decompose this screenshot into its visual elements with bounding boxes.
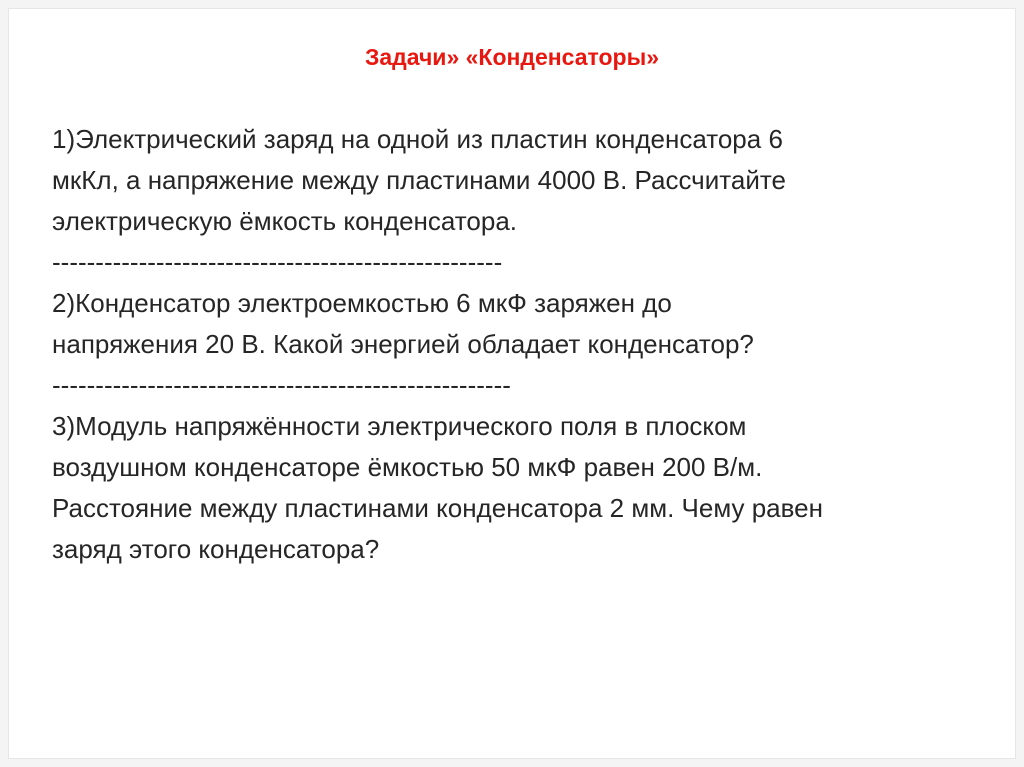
separator-1: ---------------------------------------------------- — [52, 247, 503, 277]
problem-1-line-2: мкКл, а напряжение между пластинами 4000 В. Рассчитайте — [52, 165, 786, 195]
problem-1-line-1: 1)Электрический заряд на одной из пластин конденсатора 6 — [52, 124, 783, 154]
slide-title: Задачи» «Конденсаторы» — [364, 44, 660, 70]
slide-body — [52, 119, 1002, 570]
separator-2: ----------------------------------------------------- — [52, 370, 511, 400]
problem-1-line-3: электрическую ёмкость конденсатора. — [52, 206, 518, 236]
problem-3-line-2: воздушном конденсаторе ёмкостью 50 мкФ равен 200 В/м. — [52, 452, 763, 482]
problem-3-line-3: Расстояние между пластинами конденсатора 2 мм. Чему равен — [52, 493, 823, 523]
problem-3-line-4: заряд этого конденсатора? — [52, 534, 380, 564]
slide — [8, 8, 1016, 759]
problem-3-line-1: 3)Модуль напряжённости электрического поля в плоском — [52, 411, 747, 441]
problem-2-line-2: напряжения 20 В. Какой энергией обладает конденсатор? — [52, 329, 754, 359]
problem-2-line-1: 2)Конденсатор электроемкостью 6 мкФ заряжен до — [52, 288, 672, 318]
